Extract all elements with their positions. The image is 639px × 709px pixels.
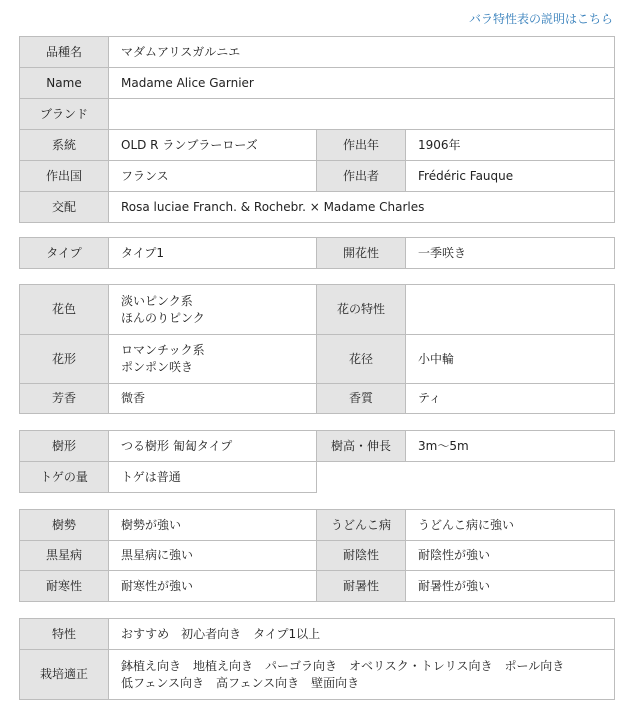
size-value: 小中輪 [406, 335, 615, 384]
health-table [19, 509, 615, 602]
type-label: タイプ [20, 238, 109, 269]
flower-table [19, 284, 615, 414]
country-label: 作出国 [20, 161, 109, 192]
thorn-value: トゲは普通 [109, 462, 317, 493]
traits-value: おすすめ 初心者向き タイプ1以上 [109, 619, 615, 650]
blackspot-value: 黒星病に強い [109, 541, 317, 571]
scent-value: ティ [406, 384, 615, 414]
year-value: 1906年 [406, 130, 615, 161]
lineage-label: 系統 [20, 130, 109, 161]
feature-value [406, 285, 615, 335]
fragrance-value: 微香 [109, 384, 317, 414]
shape-line-2: ポンポン咲き [121, 360, 194, 374]
thorn-label: トゲの量 [20, 462, 109, 493]
feature-label: 花の特性 [317, 285, 406, 335]
form-value: つる樹形 匍匐タイプ [109, 431, 317, 462]
height-label: 樹高・伸長 [317, 431, 406, 462]
vigor-value: 樹勢が強い [109, 510, 317, 541]
color-value [109, 285, 317, 335]
shape-line-1: ロマンチック系 [121, 343, 205, 357]
suitability-label: 栽培適正 [20, 650, 109, 700]
shape-value [109, 335, 317, 384]
size-label: 花径 [317, 335, 406, 384]
year-label: 作出年 [317, 130, 406, 161]
vigor-label: 樹勢 [20, 510, 109, 541]
suitability-line-1: 鉢植え向き 地植え向き パーゴラ向き オベリスク・トレリス向き ポール向き [121, 658, 565, 673]
shape-label: 花形 [20, 335, 109, 384]
name-value: Madame Alice Garnier [109, 68, 615, 99]
suitability-value [109, 650, 615, 700]
lineage-value: OLD R ランブラーローズ [109, 130, 317, 161]
mildew-value: うどんこ病に強い [406, 510, 615, 541]
plant-table [19, 430, 615, 493]
brand-value [109, 99, 615, 130]
fragrance-label: 芳香 [20, 384, 109, 414]
scent-label: 香質 [317, 384, 406, 414]
basic-info-table [19, 36, 615, 223]
form-label: 樹形 [20, 431, 109, 462]
cross-label: 交配 [20, 192, 109, 223]
mildew-label: うどんこ病 [317, 510, 406, 541]
country-value: フランス [109, 161, 317, 192]
flowering-label: 開花性 [317, 238, 406, 269]
cold-label: 耐寒性 [20, 571, 109, 602]
bloom-type-table [19, 237, 615, 269]
blackspot-label: 黒星病 [20, 541, 109, 571]
cultivar-label: 品種名 [20, 37, 109, 68]
growing-table [19, 618, 615, 700]
brand-label: ブランド [20, 99, 109, 130]
cross-value: Rosa luciae Franch. & Rochebr. × Madame Charles [109, 192, 615, 223]
heat-value: 耐暑性が強い [406, 571, 615, 602]
rose-spec-guide-link[interactable]: バラ特性表の説明はこちら [468, 12, 613, 26]
color-label: 花色 [20, 285, 109, 335]
color-line-1: 淡いピンク系 [121, 293, 193, 308]
breeder-value: Frédéric Fauque [406, 161, 615, 192]
shade-value: 耐陰性が強い [406, 541, 615, 571]
suitability-line-2: 低フェンス向き 高フェンス向き 壁面向き [121, 675, 360, 690]
color-line-2: ほんのりピンク [121, 310, 205, 325]
name-label: Name [20, 68, 109, 99]
breeder-label: 作出者 [317, 161, 406, 192]
type-value: タイプ1 [109, 238, 317, 269]
cold-value: 耐寒性が強い [109, 571, 317, 602]
traits-label: 特性 [20, 619, 109, 650]
height-value: 3m〜5m [406, 431, 615, 462]
flowering-value: 一季咲き [406, 238, 615, 269]
shade-label: 耐陰性 [317, 541, 406, 571]
heat-label: 耐暑性 [317, 571, 406, 602]
cultivar-value: マダムアリスガルニエ [109, 37, 615, 68]
